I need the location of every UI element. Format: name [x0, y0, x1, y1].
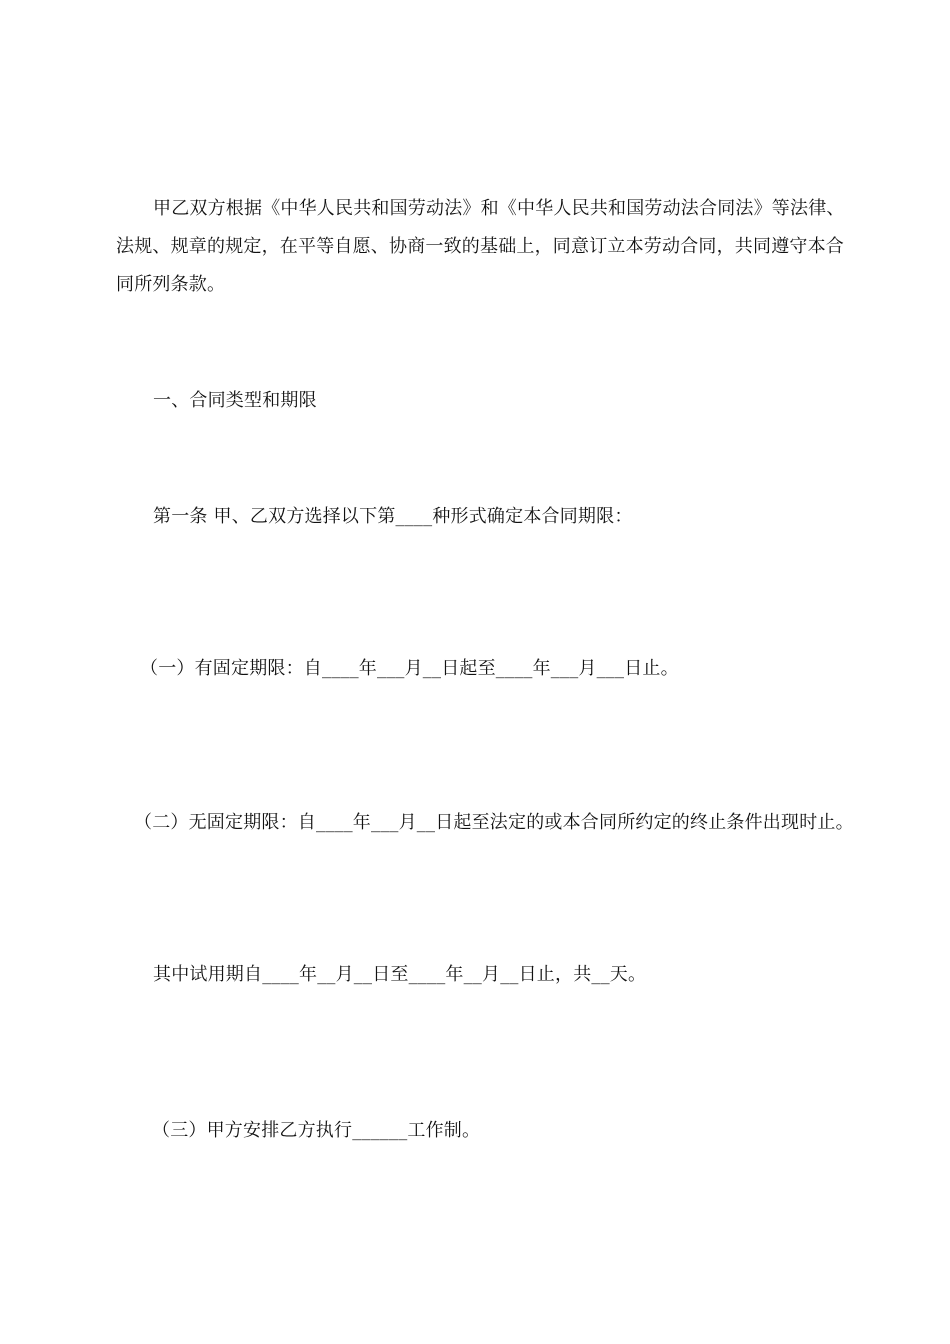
article-1: 第一条 甲、乙双方选择以下第____种形式确定本合同期限：: [153, 506, 633, 527]
intro-line-3: 同所列条款。: [116, 274, 226, 295]
option-fixed-term: （一）有固定期限：自____年___月__日起至____年___月___日止。: [140, 658, 679, 679]
intro-line-2: 法规、规章的规定，在平等自愿、协商一致的基础上，同意订立本劳动合同，共同遵守本合: [116, 236, 844, 257]
intro-paragraph: [116, 190, 856, 304]
section-heading: 一、合同类型和期限: [153, 390, 317, 411]
option-work-schedule: （三）甲方安排乙方执行______工作制。: [152, 1120, 481, 1141]
intro-line-1: 甲乙双方根据《中华人民共和国劳动法》和《中华人民共和国劳动法合同法》等法律、: [153, 198, 845, 219]
option-open-ended: （二）无固定期限：自____年___月__日起至法定的或本合同所约定的终止条件出现时止。: [134, 812, 854, 833]
probation-period: 其中试用期自____年__月__日至____年__月__日止，共__天。: [153, 964, 647, 985]
